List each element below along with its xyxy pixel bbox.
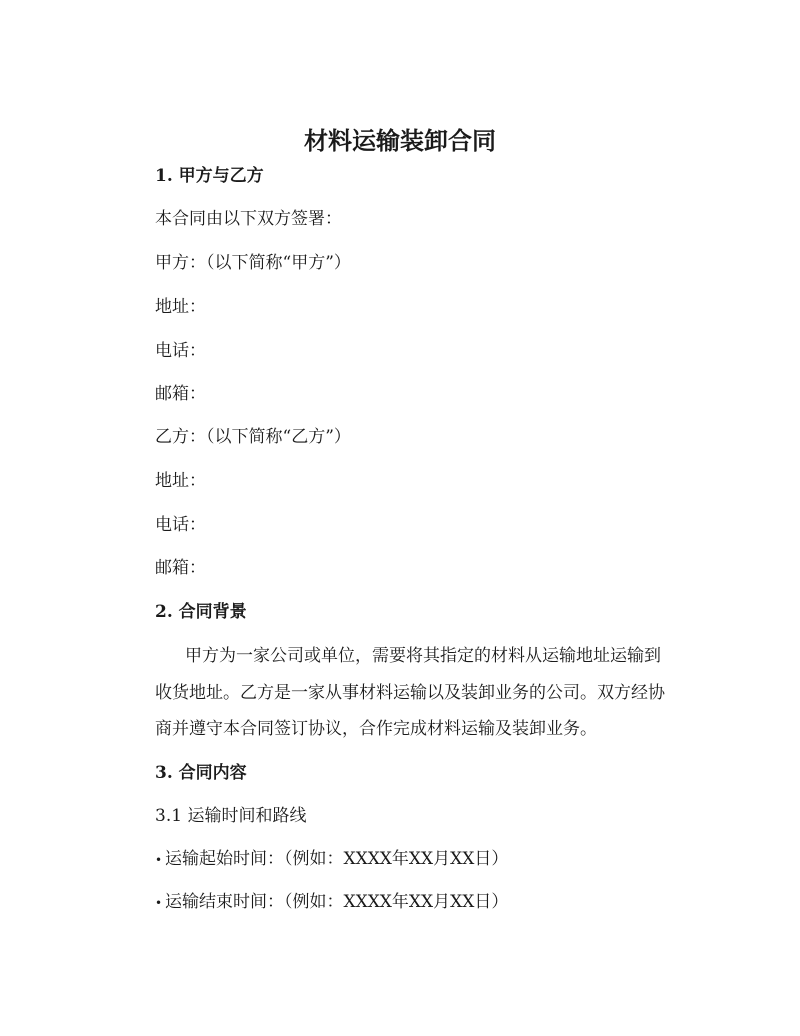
party-a-phone: 电话：	[155, 341, 206, 361]
subsection-3-1-heading: 3.1 运输时间和路线	[155, 806, 307, 826]
section-2-heading: 2. 合同背景	[155, 602, 247, 622]
party-b-label: 乙方：（以下简称“乙方”）	[155, 427, 351, 447]
bullet-icon: •	[155, 853, 163, 867]
parties-intro: 本合同由以下双方签署：	[155, 209, 342, 229]
list-item-text: 运输起始时间：（例如：XXXX年XX月XX日）	[165, 849, 509, 869]
party-a-email: 邮箱：	[155, 384, 206, 404]
background-paragraph-line: 商并遵守本合同签订协议，合作完成材料运输及装卸业务。	[155, 719, 597, 739]
party-b-address: 地址：	[155, 471, 206, 491]
background-paragraph-line: 甲方为一家公司或单位，需要将其指定的材料从运输地址运输到	[185, 646, 661, 666]
party-b-email: 邮箱：	[155, 558, 206, 578]
section-3-heading: 3. 合同内容	[155, 763, 247, 783]
party-b-phone: 电话：	[155, 515, 206, 535]
party-a-address: 地址：	[155, 297, 206, 317]
list-item	[155, 889, 675, 916]
party-a-label: 甲方：（以下简称“甲方”）	[155, 253, 351, 273]
document-title: 材料运输装卸合同	[304, 126, 496, 155]
bullet-icon: •	[155, 896, 163, 910]
list-item-text: 运输结束时间：（例如：XXXX年XX月XX日）	[165, 892, 509, 912]
list-item	[155, 846, 675, 873]
background-paragraph-line: 收货地址。乙方是一家从事材料运输以及装卸业务的公司。双方经协	[155, 683, 665, 703]
section-1-heading: 1. 甲方与乙方	[155, 166, 264, 186]
